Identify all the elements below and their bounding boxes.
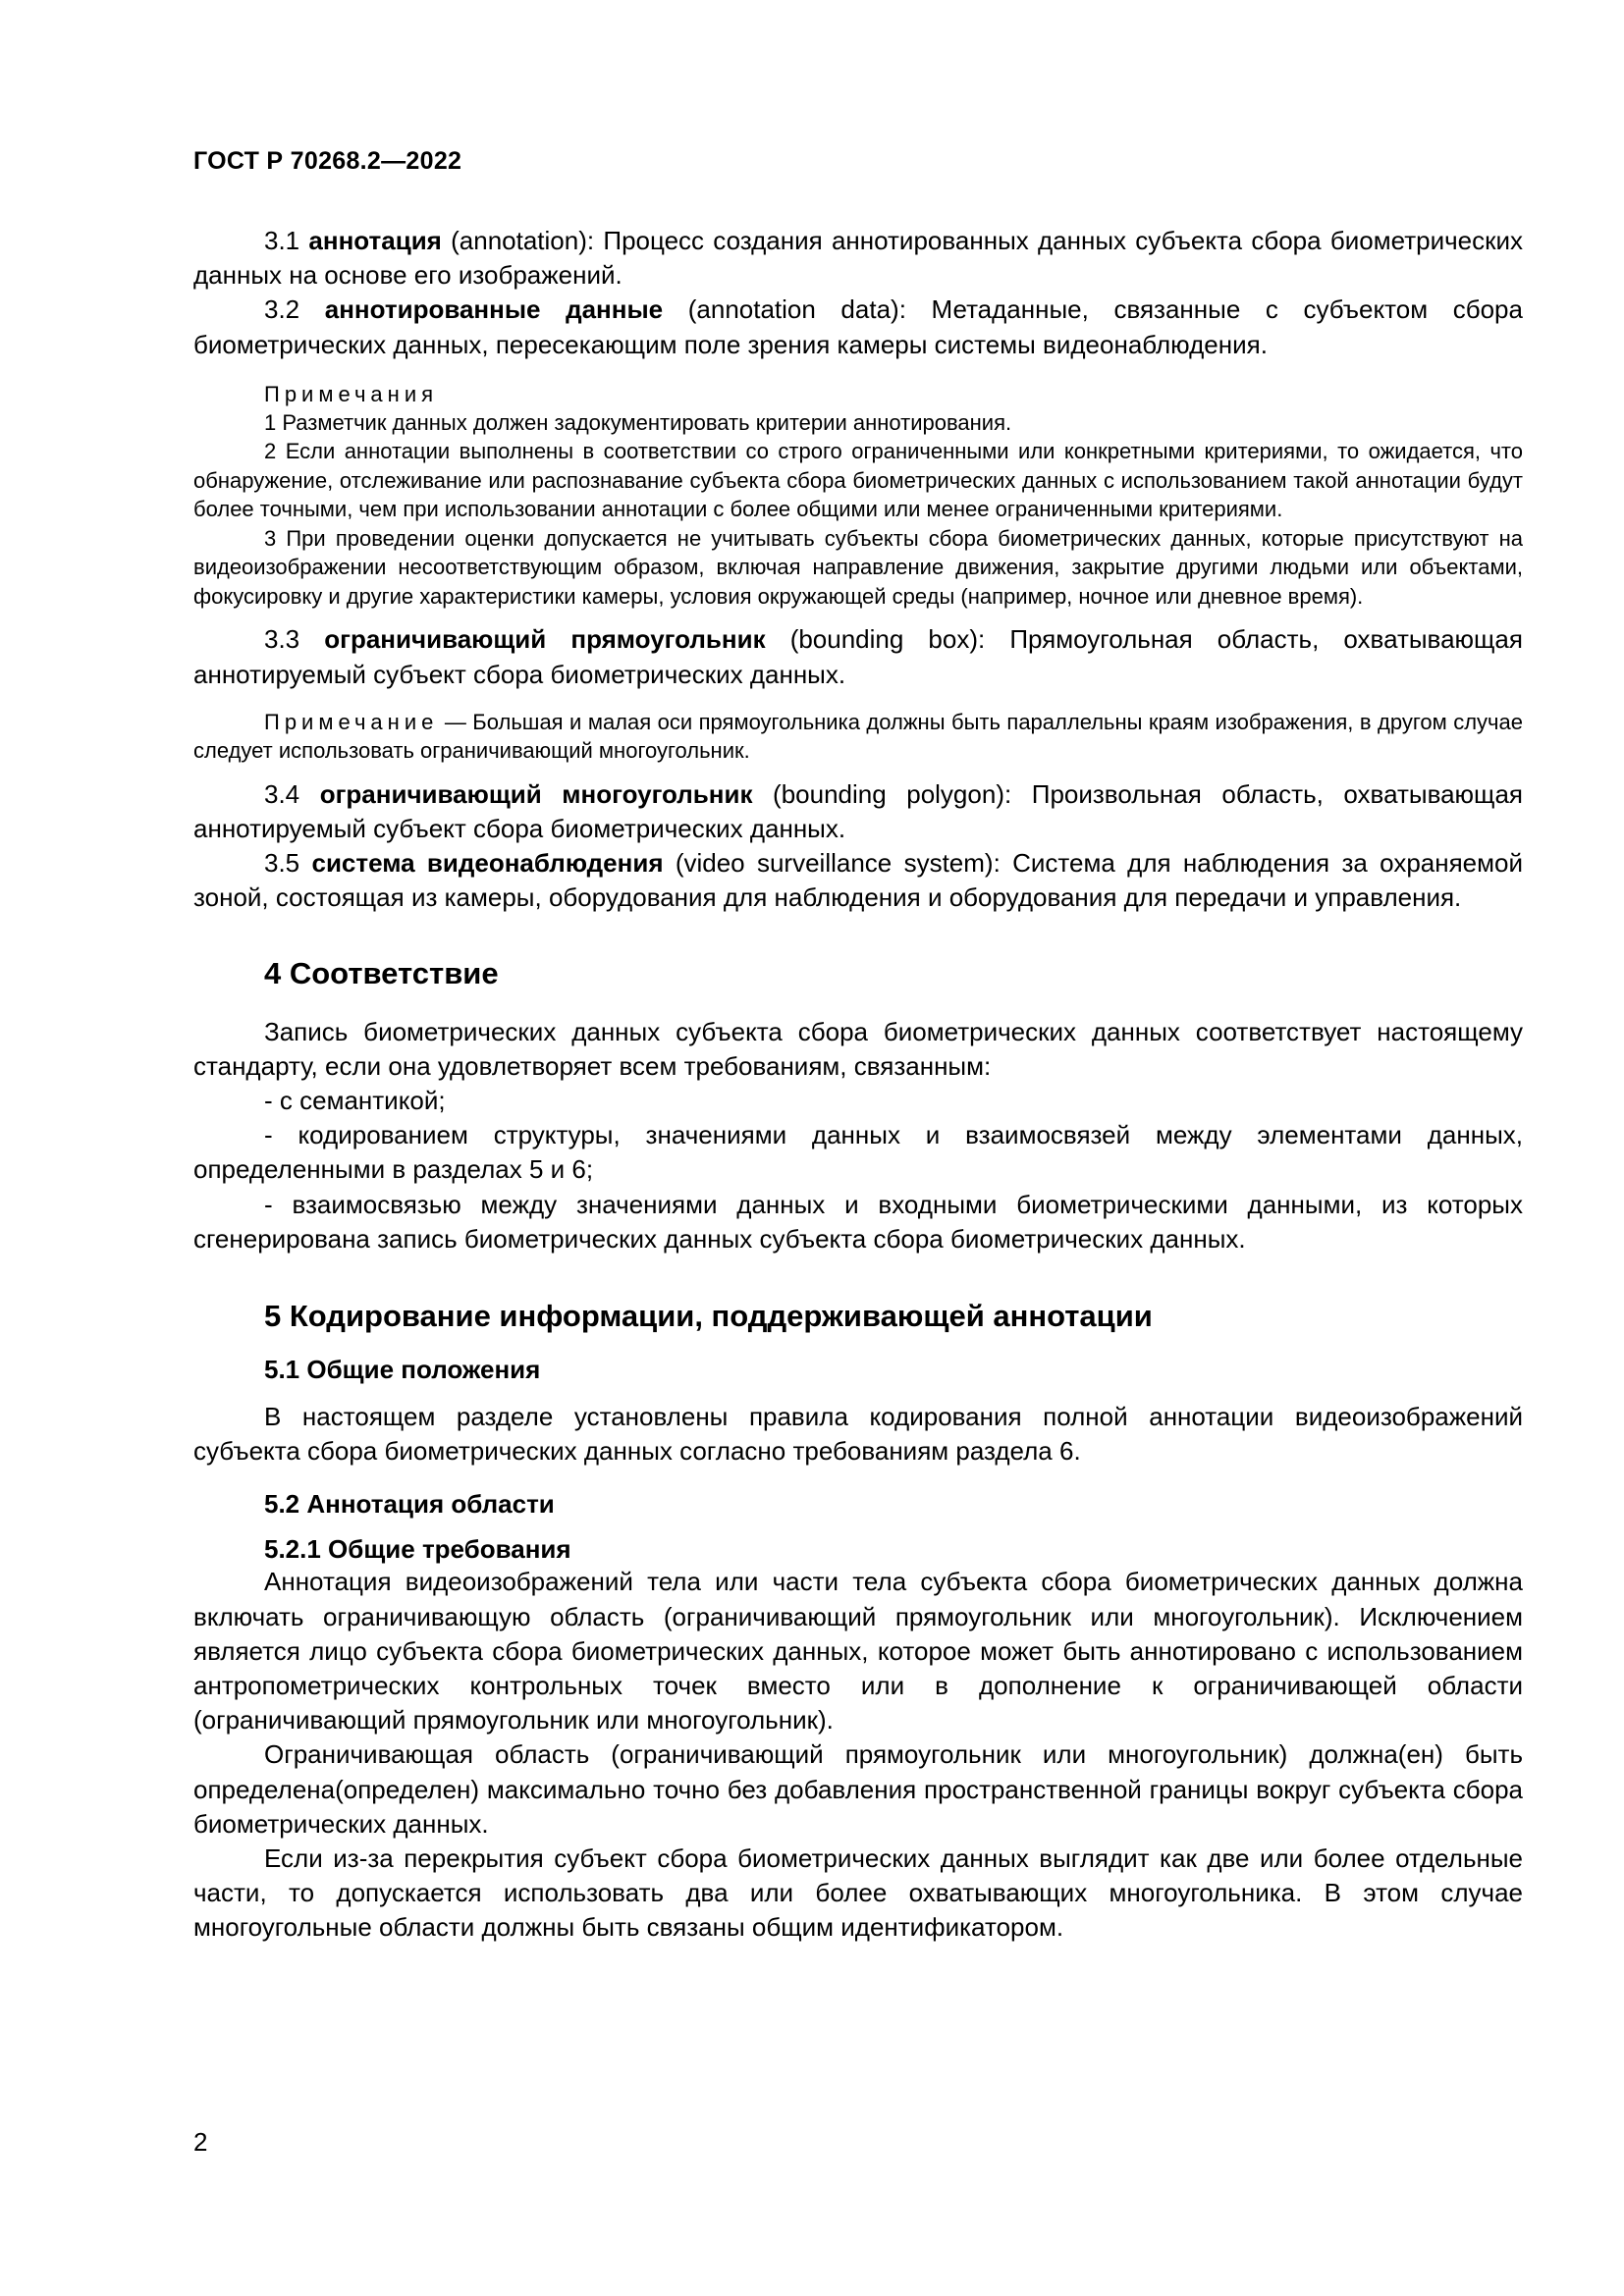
document-body: [193, 224, 1523, 1946]
term-3-1: 3.1 аннотация (annotation): Процесс создания аннотированных данных субъекта сбора биометрических данных на основе его изображений.: [193, 226, 1523, 291]
term-3-4: 3.4 ограничивающий многоугольник (bounding polygon): Произвольная область, охватывающая аннотируемый субъект сбора биометрических данных.: [193, 778, 1523, 843]
section-4-title: 4 Соответствие: [264, 955, 499, 990]
document-header: ГОСТ Р 70268.2—2022: [193, 147, 462, 175]
note-3-3: Примечание — Большая и малая оси прямоугольника должны быть параллельны краям изображения, в другом случае следует использовать ограничивающий многоугольник.: [193, 709, 1523, 764]
term-3-3: 3.3 ограничивающий прямоугольник (bounding box): Прямоугольная область, охватывающая аннотируемый субъект сбора биометрических данных.: [193, 624, 1523, 689]
section-4-intro: Запись биометрических данных субъекта сбора биометрических данных соответствует настоящему стандарту, если она удовлетворяет всем требованиям, связанным:: [193, 1016, 1523, 1081]
section-5-title: 5 Кодирование информации, поддерживающей аннотации: [264, 1298, 1153, 1333]
term-name: аннотация: [308, 226, 442, 255]
section-5-1-title: 5.1 Общие положения: [264, 1354, 541, 1384]
section-5-2-1-para: Аннотация видеоизображений тела или части тела субъекта сбора биометрических данных должна включать ограничивающую область (ограничивающий прямоугольник или многоугольник). Исключением является лицо субъекта сбора биометрических данных, которое может быть аннотировано с использованием антропометрических контрольных точек вместо или в дополнение к ограничивающей области (ограничивающий прямоугольник или многоугольник).: [193, 1567, 1523, 1735]
page-number: 2: [193, 2127, 208, 2157]
term-3-2: 3.2 аннотированные данные (annotation data): Метаданные, связанные с субъектом сбора биометрических данных, пересекающим поле зрения камеры системы видеонаблюдения.: [193, 294, 1523, 359]
term-3-5: 3.5 система видеонаблюдения (video surveillance system): Система для наблюдения за охраняемой зоной, состоящая из камеры, оборудования для наблюдения и оборудования для передачи и управления.: [193, 848, 1523, 913]
notes-label: Примечания: [264, 381, 439, 406]
note-3: 3 При проведении оценки допускается не учитывать субъекты сбора биометрических данных, которые присутствуют на видеоизображении несоответствующим образом, включая направление движения, закрытие другими людьми или объектами, фокусировку и другие характеристики камеры, условия окружающей среды (например, ночное или дневное время).: [193, 525, 1523, 609]
section-4-item: - кодированием структуры, значениями данных и взаимосвязей между элементами данных, определенными в разделах 5 и 6;: [193, 1120, 1523, 1185]
term-name: ограничивающий многоугольник: [319, 778, 753, 809]
section-5-2-title: 5.2 Аннотация области: [264, 1489, 555, 1520]
term-name: аннотированные данные: [324, 294, 664, 325]
section-5-1-text: В настоящем разделе установлены правила кодирования полной аннотации видеоизображений субъекта сбора биометрических данных согласно требованиям раздела 6.: [193, 1401, 1523, 1467]
section-4-item: - с семантикой;: [264, 1085, 446, 1115]
note-1: 1 Разметчик данных должен задокументировать критерии аннотирования.: [264, 409, 1012, 435]
term-name: ограничивающий прямоугольник: [324, 624, 766, 655]
section-5-2-1-title: 5.2.1 Общие требования: [264, 1534, 571, 1565]
note-2: 2 Если аннотации выполнены в соответствии со строго ограниченными или конкретными критериями, то ожидается, что обнаружение, отслеживание или распознавание субъекта сбора биометрических данных с использованием такой аннотации будут более точными, чем при использовании аннотации с более общими или менее ограниченными критериями.: [193, 439, 1523, 522]
notes-block: [193, 380, 1523, 612]
section-5-2-1-para: Если из-за перекрытия субъект сбора биометрических данных выглядит как две или более отдельные части, то допускается использовать два или более охватывающих многоугольника. В этом случае многоугольные области должны быть связаны общим идентификатором.: [193, 1842, 1523, 1943]
term-name: система видеонаблюдения: [311, 848, 664, 879]
section-4-item: - взаимосвязью между значениями данных и входными биометрическими данными, из которых сгенерирована запись биометрических данных субъекта сбора биометрических данных.: [193, 1189, 1523, 1254]
section-5-2-1-para: Ограничивающая область (ограничивающий прямоугольник или многоугольник) должна(ен) быть определена(определен) максимально точно без добавления пространственной границы вокруг субъекта сбора биометрических данных.: [193, 1739, 1523, 1839]
